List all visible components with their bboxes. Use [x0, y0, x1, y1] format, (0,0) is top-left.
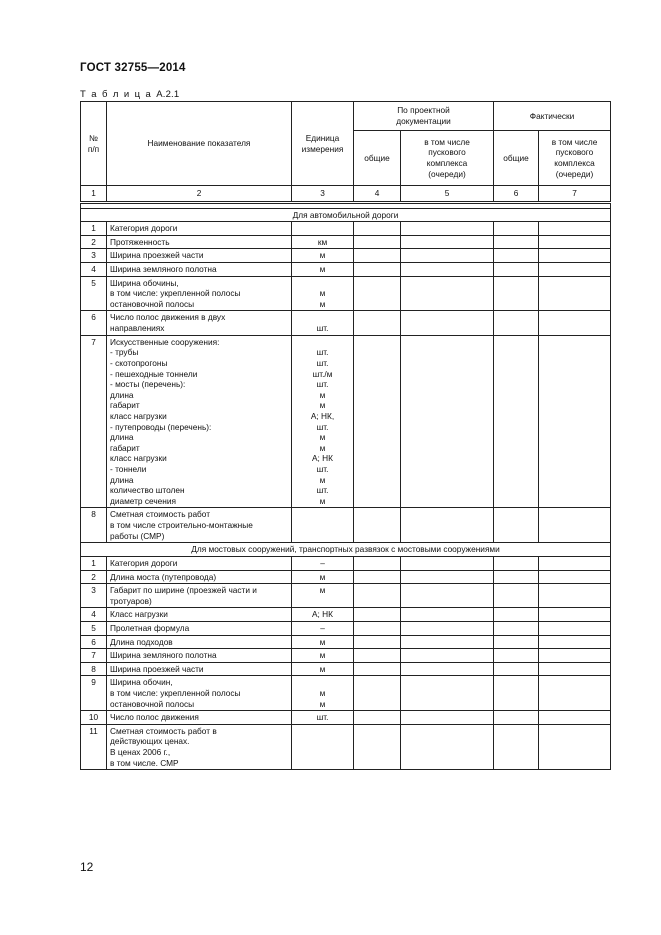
unit-line: м	[319, 400, 326, 411]
indicator-line: длина	[110, 389, 134, 400]
value-cell	[354, 235, 401, 249]
unit-line	[295, 677, 350, 688]
table-row	[81, 311, 611, 335]
table-row	[81, 235, 611, 249]
unit-line: шт.	[316, 712, 329, 723]
value-cell	[539, 508, 611, 543]
row-number: 10	[81, 711, 107, 725]
unit-line	[295, 278, 350, 289]
indicator-line: работы (СМР)	[110, 530, 165, 541]
unit-cell	[292, 711, 354, 725]
document-code: ГОСТ 32755—2014	[80, 62, 186, 74]
indicator-line: - скотопрогоны	[110, 357, 168, 368]
row-number: 6	[81, 311, 107, 335]
section-title: Для мостовых сооружений, транспортных развязок с мостовыми сооружениями	[81, 543, 611, 557]
unit-cell	[292, 662, 354, 676]
table-row	[81, 621, 611, 635]
col-number: 3	[292, 186, 354, 203]
indicator-line: Число полос движения	[110, 712, 199, 723]
value-cell	[539, 311, 611, 335]
value-cell	[494, 249, 539, 263]
unit-cell	[292, 676, 354, 711]
indicator-line: габарит	[110, 400, 140, 411]
value-cell	[494, 621, 539, 635]
indicator-name	[107, 649, 292, 663]
value-cell	[539, 222, 611, 236]
table-row	[81, 508, 611, 543]
value-cell	[401, 584, 494, 608]
table-row	[81, 608, 611, 622]
col-header-number: № п/п	[81, 102, 107, 186]
indicator-name	[107, 570, 292, 584]
value-cell	[354, 621, 401, 635]
value-cell	[539, 335, 611, 508]
unit-line	[295, 736, 350, 747]
indicator-line: Протяженность	[110, 236, 170, 247]
unit-cell	[292, 235, 354, 249]
indicator-line: Пролетная формула	[110, 622, 190, 633]
unit-cell	[292, 311, 354, 335]
indicator-name	[107, 249, 292, 263]
value-cell	[539, 649, 611, 663]
indicator-name	[107, 235, 292, 249]
indicator-line: диаметр сечения	[110, 495, 176, 506]
value-cell	[401, 635, 494, 649]
indicator-line: Ширина обочины,	[110, 277, 179, 288]
indicator-name	[107, 584, 292, 608]
unit-line: А; НК	[312, 609, 333, 620]
unit-line	[295, 747, 350, 758]
value-cell	[539, 676, 611, 711]
unit-cell	[292, 724, 354, 769]
value-cell	[539, 621, 611, 635]
indicator-name	[107, 508, 292, 543]
unit-line: шт.	[316, 421, 329, 432]
table-row	[81, 662, 611, 676]
unit-line: шт.	[316, 347, 329, 358]
indicator-line: Класс нагрузки	[110, 609, 168, 620]
unit-line	[295, 509, 350, 520]
unit-line: м	[319, 698, 326, 709]
indicator-line: Сметная стоимость работ	[110, 509, 211, 520]
value-cell	[539, 556, 611, 570]
value-cell	[354, 608, 401, 622]
indicator-line: направлениях	[110, 323, 165, 334]
table-row	[81, 335, 611, 508]
table-caption	[80, 89, 179, 100]
value-cell	[494, 676, 539, 711]
unit-line: м	[319, 571, 326, 582]
unit-line: шт.	[316, 323, 329, 334]
row-number: 6	[81, 635, 107, 649]
unit-line: м	[319, 495, 326, 506]
value-cell	[401, 711, 494, 725]
row-number: 1	[81, 556, 107, 570]
value-cell	[494, 570, 539, 584]
indicator-name	[107, 222, 292, 236]
value-cell	[539, 263, 611, 277]
indicator-line: тротуаров)	[110, 595, 152, 606]
unit-line	[295, 223, 350, 234]
unit-line: м	[319, 687, 326, 698]
row-number: 2	[81, 235, 107, 249]
unit-line: шт.	[316, 464, 329, 475]
unit-cell	[292, 556, 354, 570]
unit-line: м	[319, 474, 326, 485]
indicator-line: Категория дороги	[110, 223, 178, 234]
value-cell	[354, 649, 401, 663]
value-cell	[494, 222, 539, 236]
unit-line	[295, 520, 350, 531]
row-number: 8	[81, 662, 107, 676]
col-number: 2	[107, 186, 292, 203]
table-row	[81, 584, 611, 608]
row-number: 9	[81, 676, 107, 711]
value-cell	[494, 556, 539, 570]
table-row	[81, 556, 611, 570]
indicator-line: Габарит по ширине (проезжей части и	[110, 585, 257, 596]
row-number: 7	[81, 649, 107, 663]
value-cell	[494, 635, 539, 649]
table-row	[81, 676, 611, 711]
value-cell	[494, 662, 539, 676]
row-number: 3	[81, 249, 107, 263]
table-caption-word: Т а б л и ц а	[80, 89, 153, 100]
col-header-name: Наименование показателя	[107, 102, 292, 186]
indicator-line: - пешеходные тоннели	[110, 368, 198, 379]
value-cell	[494, 311, 539, 335]
value-cell	[354, 676, 401, 711]
value-cell	[401, 335, 494, 508]
value-cell	[539, 584, 611, 608]
value-cell	[401, 556, 494, 570]
indicator-table	[80, 101, 611, 770]
table-row	[81, 711, 611, 725]
value-cell	[401, 276, 494, 311]
indicator-line: - путепроводы (перечень):	[110, 421, 212, 432]
value-cell	[354, 556, 401, 570]
unit-cell	[292, 222, 354, 236]
indicator-line: В ценах 2006 г.,	[110, 747, 171, 758]
indicator-line: - тоннели	[110, 464, 147, 475]
unit-line	[295, 726, 350, 737]
indicator-name	[107, 556, 292, 570]
value-cell	[401, 621, 494, 635]
row-number: 7	[81, 335, 107, 508]
value-cell	[494, 649, 539, 663]
indicator-line: Ширина земляного полотна	[110, 264, 217, 275]
table-row	[81, 635, 611, 649]
unit-line: м	[319, 389, 326, 400]
col-number: 4	[354, 186, 401, 203]
table-row	[81, 649, 611, 663]
row-number: 5	[81, 621, 107, 635]
indicator-line: Искусственные сооружения:	[110, 336, 220, 347]
indicator-line: остановочной полосы	[110, 298, 195, 309]
col-header-startup-project: в том числе пускового комплекса (очереди)	[401, 131, 494, 186]
unit-line: шт.	[316, 379, 329, 390]
col-header-actual: Фактически	[494, 102, 611, 131]
value-cell	[539, 276, 611, 311]
col-header-total-actual: общие	[494, 131, 539, 186]
indicator-line: Ширина обочин,	[110, 677, 173, 688]
indicator-line: количество штолен	[110, 485, 185, 496]
indicator-line: - мосты (перечень):	[110, 379, 186, 390]
unit-cell	[292, 608, 354, 622]
value-cell	[401, 662, 494, 676]
indicator-name	[107, 621, 292, 635]
value-cell	[354, 222, 401, 236]
indicator-name	[107, 724, 292, 769]
table-row	[81, 222, 611, 236]
value-cell	[354, 635, 401, 649]
table-row	[81, 276, 611, 311]
indicator-line: Сметная стоимость работ в	[110, 725, 217, 736]
indicator-line: Категория дороги	[110, 557, 178, 568]
unit-line	[295, 337, 350, 348]
table-row	[81, 263, 611, 277]
indicator-line: длина	[110, 432, 134, 443]
value-cell	[354, 724, 401, 769]
unit-line: шт.	[316, 485, 329, 496]
section-row	[81, 543, 611, 557]
value-cell	[401, 235, 494, 249]
value-cell	[354, 662, 401, 676]
unit-line: А; НК,	[310, 410, 335, 421]
unit-cell	[292, 508, 354, 543]
value-cell	[494, 508, 539, 543]
unit-cell	[292, 276, 354, 311]
value-cell	[401, 649, 494, 663]
unit-line: м	[319, 442, 326, 453]
indicator-name	[107, 676, 292, 711]
indicator-line: Ширина земляного полотна	[110, 650, 217, 661]
unit-line: А; НК	[312, 453, 333, 464]
value-cell	[494, 584, 539, 608]
unit-line: м	[319, 288, 326, 299]
value-cell	[401, 311, 494, 335]
indicator-line: класс нагрузки	[110, 410, 167, 421]
value-cell	[354, 263, 401, 277]
indicator-line: остановочной полосы	[110, 698, 195, 709]
indicator-name	[107, 263, 292, 277]
page-number: 12	[80, 860, 94, 874]
value-cell	[401, 249, 494, 263]
unit-line: м	[319, 636, 326, 647]
value-cell	[539, 711, 611, 725]
indicator-name	[107, 335, 292, 508]
unit-line	[295, 531, 350, 542]
indicator-line: Длина моста (путепровода)	[110, 571, 217, 582]
value-cell	[401, 570, 494, 584]
unit-line	[295, 312, 350, 323]
table-row	[81, 249, 611, 263]
value-cell	[539, 724, 611, 769]
unit-cell	[292, 584, 354, 608]
value-cell	[401, 508, 494, 543]
value-cell	[401, 222, 494, 236]
value-cell	[401, 724, 494, 769]
value-cell	[354, 584, 401, 608]
unit-line: м	[319, 264, 326, 275]
indicator-line: в том числе строительно-монтажные	[110, 520, 253, 531]
indicator-line: - трубы	[110, 347, 139, 358]
row-number: 1	[81, 222, 107, 236]
indicator-line: класс нагрузки	[110, 453, 167, 464]
table-row	[81, 724, 611, 769]
unit-cell	[292, 249, 354, 263]
indicator-line: длина	[110, 474, 134, 485]
indicator-line: габарит	[110, 442, 140, 453]
value-cell	[401, 263, 494, 277]
row-number: 8	[81, 508, 107, 543]
indicator-line: Ширина проезжей части	[110, 663, 204, 674]
row-number: 2	[81, 570, 107, 584]
col-number: 1	[81, 186, 107, 203]
table-row	[81, 570, 611, 584]
value-cell	[494, 263, 539, 277]
unit-line: км	[317, 236, 328, 247]
row-number: 4	[81, 263, 107, 277]
unit-line: –	[320, 557, 325, 568]
unit-cell	[292, 263, 354, 277]
value-cell	[354, 311, 401, 335]
indicator-line: в том числе: укрепленной полосы	[110, 687, 241, 698]
unit-cell	[292, 570, 354, 584]
unit-line: шт.	[316, 357, 329, 368]
unit-line: шт./м	[312, 368, 333, 379]
value-cell	[539, 635, 611, 649]
value-cell	[494, 608, 539, 622]
unit-cell	[292, 621, 354, 635]
unit-cell	[292, 335, 354, 508]
indicator-line: в том числе. СМР	[110, 757, 179, 768]
indicator-name	[107, 608, 292, 622]
col-header-unit: Единица измерения	[292, 102, 354, 186]
column-number-row	[81, 186, 611, 203]
value-cell	[354, 570, 401, 584]
unit-line: м	[319, 650, 326, 661]
value-cell	[539, 662, 611, 676]
value-cell	[354, 335, 401, 508]
value-cell	[401, 676, 494, 711]
value-cell	[494, 711, 539, 725]
indicator-name	[107, 662, 292, 676]
table-caption-number: А.2.1	[156, 89, 180, 100]
indicator-line: действующих ценах.	[110, 736, 190, 747]
col-number: 7	[539, 186, 611, 203]
col-header-startup-actual: в том числе пускового комплекса (очереди)	[539, 131, 611, 186]
indicator-name	[107, 711, 292, 725]
section-row	[81, 208, 611, 222]
unit-cell	[292, 649, 354, 663]
value-cell	[354, 276, 401, 311]
unit-cell	[292, 635, 354, 649]
col-number: 5	[401, 186, 494, 203]
unit-line: м	[319, 585, 326, 596]
row-number: 4	[81, 608, 107, 622]
value-cell	[539, 249, 611, 263]
col-number: 6	[494, 186, 539, 203]
indicator-line: Длина подходов	[110, 636, 173, 647]
value-cell	[539, 235, 611, 249]
section-title: Для автомобильной дороги	[81, 208, 611, 222]
value-cell	[539, 608, 611, 622]
row-number: 5	[81, 276, 107, 311]
indicator-line: Ширина проезжей части	[110, 250, 204, 261]
indicator-line: в том числе: укрепленной полосы	[110, 288, 241, 299]
row-number: 3	[81, 584, 107, 608]
value-cell	[401, 608, 494, 622]
value-cell	[494, 235, 539, 249]
col-header-total-project: общие	[354, 131, 401, 186]
col-header-project-docs: По проектной документации	[354, 102, 494, 131]
value-cell	[494, 276, 539, 311]
value-cell	[354, 711, 401, 725]
indicator-name	[107, 276, 292, 311]
value-cell	[354, 508, 401, 543]
row-number: 11	[81, 724, 107, 769]
unit-line	[295, 758, 350, 769]
value-cell	[539, 570, 611, 584]
unit-line: м	[319, 432, 326, 443]
indicator-name	[107, 311, 292, 335]
unit-line: –	[320, 622, 325, 633]
value-cell	[354, 249, 401, 263]
indicator-line: Число полос движения в двух	[110, 312, 226, 323]
value-cell	[494, 724, 539, 769]
unit-line: м	[319, 250, 326, 261]
value-cell	[494, 335, 539, 508]
indicator-name	[107, 635, 292, 649]
unit-line: м	[319, 298, 326, 309]
unit-line: м	[319, 663, 326, 674]
